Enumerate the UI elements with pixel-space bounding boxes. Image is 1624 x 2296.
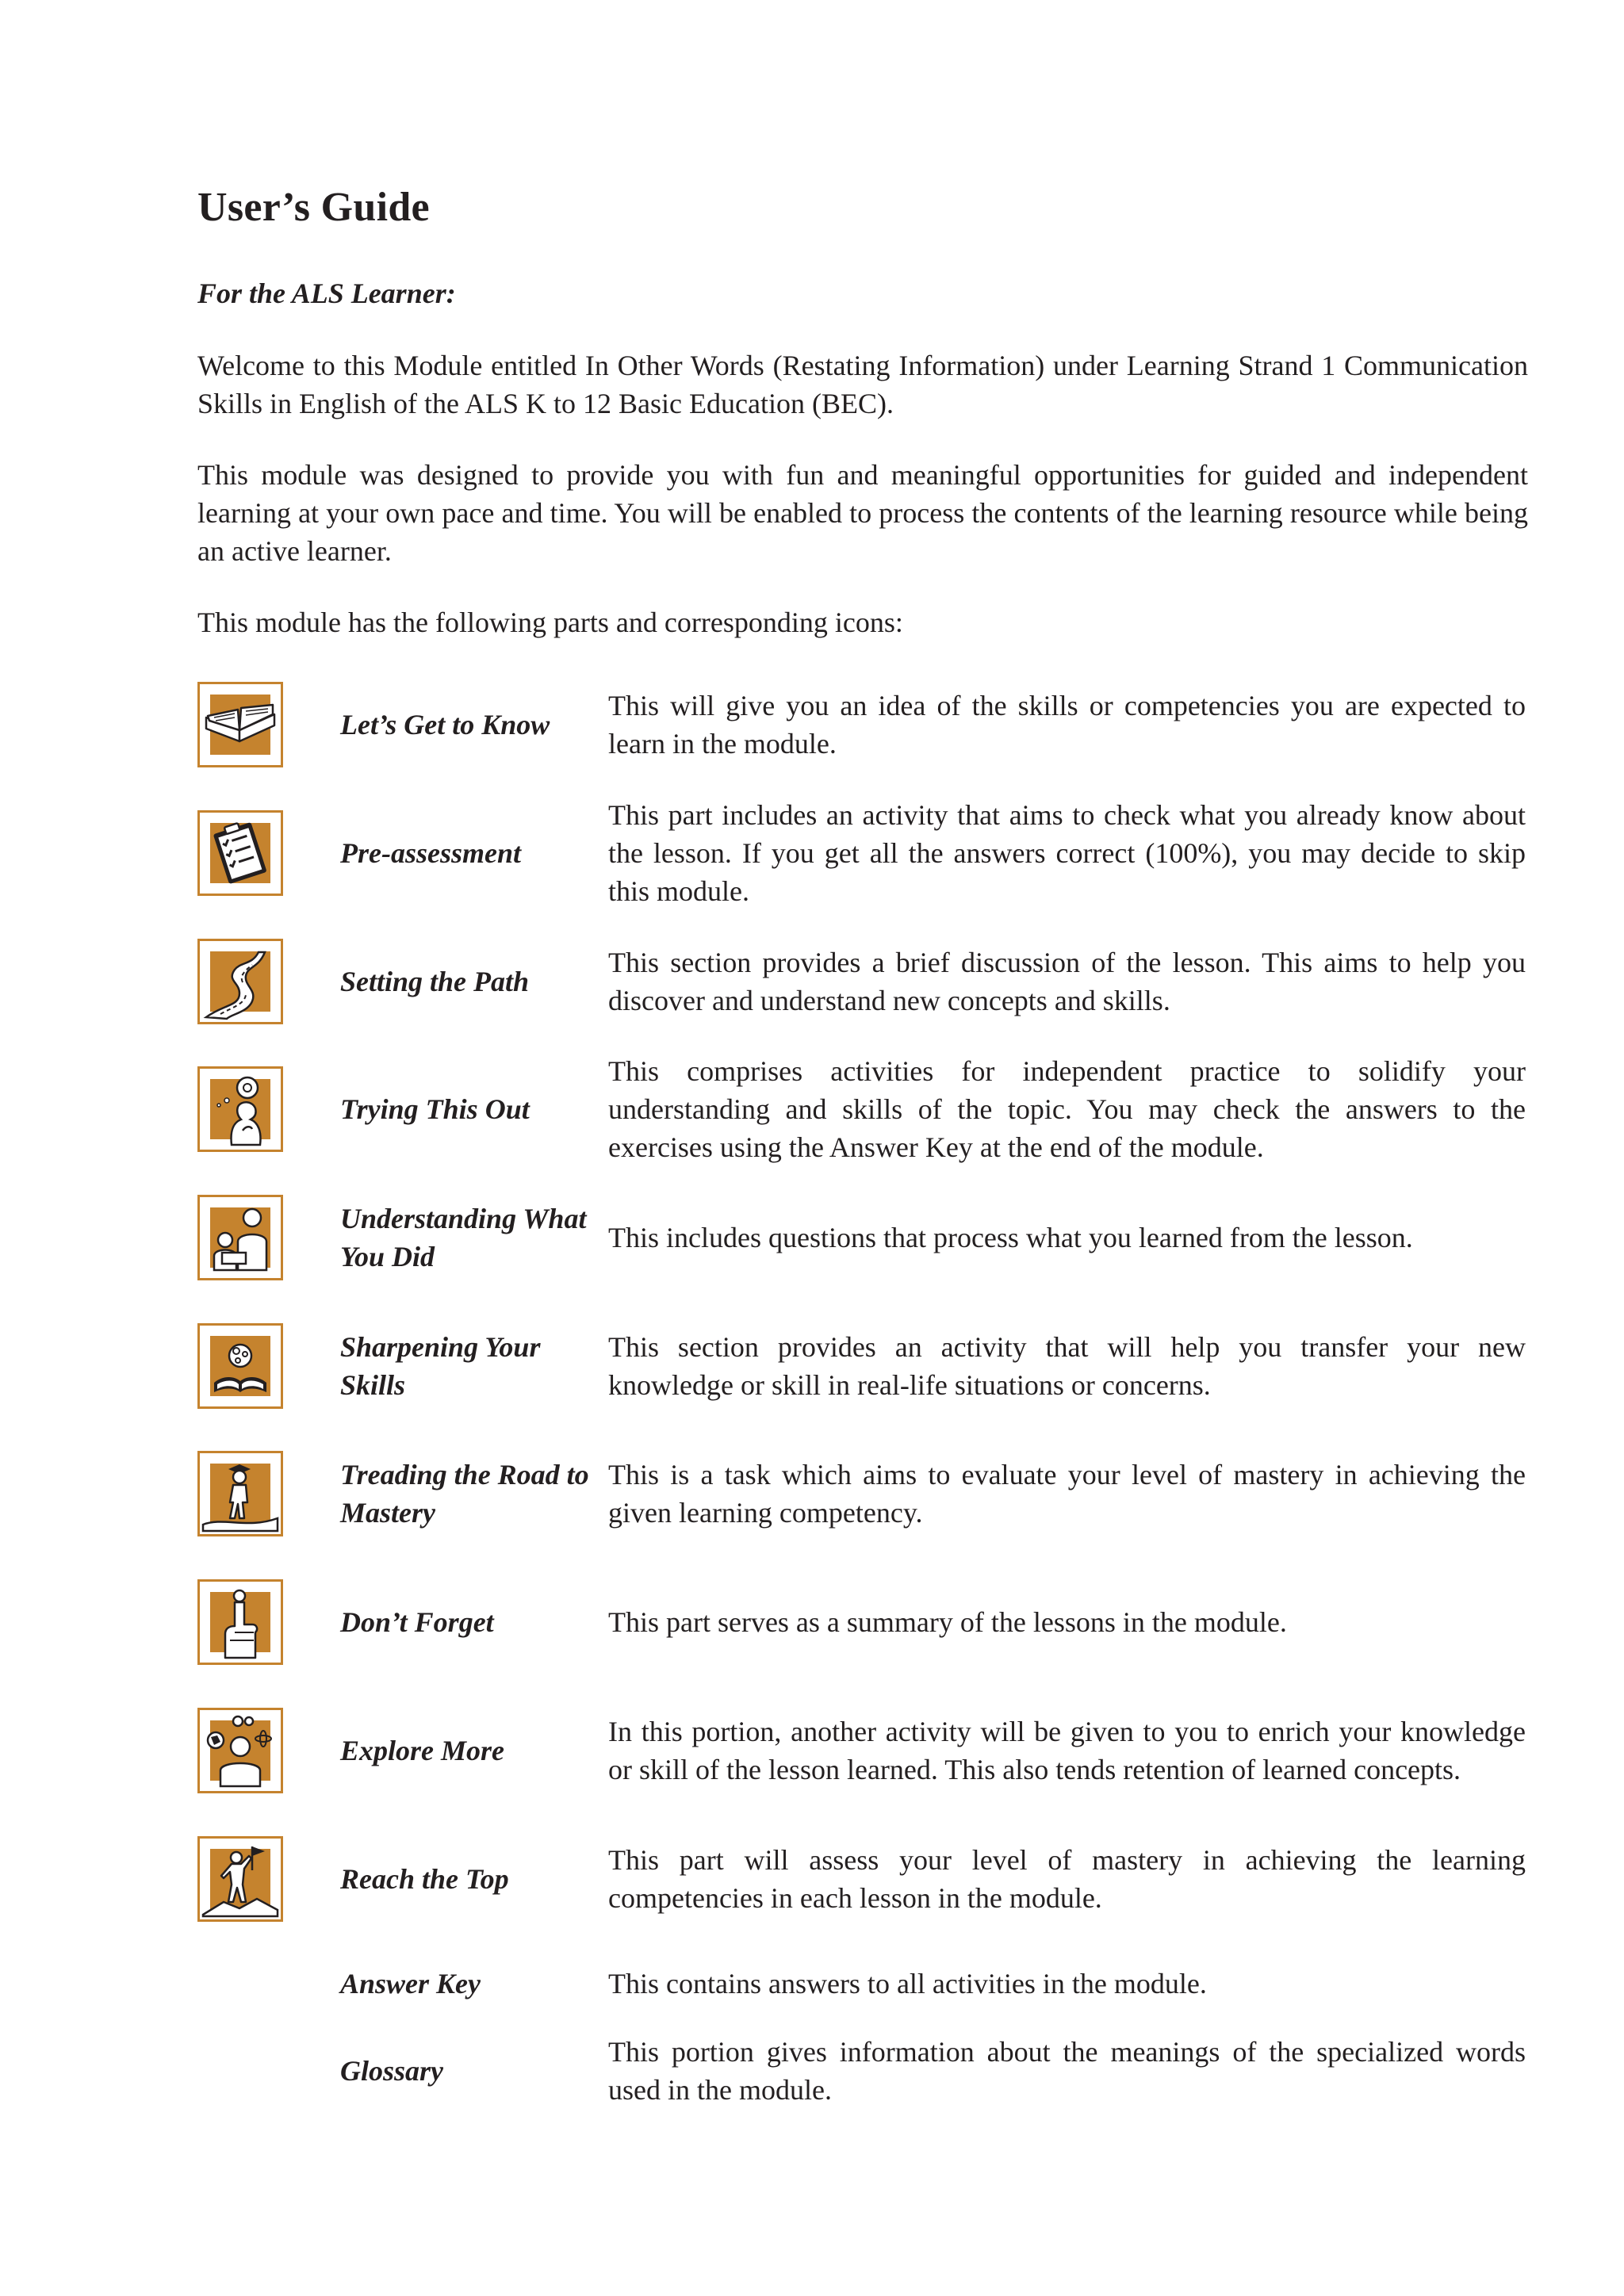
part-description: This is a task which aims to evaluate your level of mastery in achieving the given learning competency. [608, 1459, 1526, 1529]
part-description: This comprises activities for independent practice to solidify your understanding and skills of the topic. You may check the answers to the exercises using the Answer Key at the end of the module. [608, 1055, 1526, 1163]
thinking-person-icon [197, 1066, 283, 1152]
welcome-paragraph: Welcome to this Module entitled In Other Words (Restating Information) under Learning Strand 1 Communication Skills in English of the ALS K to 12 Basic Education (BEC). [197, 350, 1528, 419]
part-description: This part will assess your level of mastery in achieving the learning competencies in each lesson in the module. [608, 1844, 1526, 1914]
finger-reminder-icon [197, 1579, 283, 1665]
part-label: Understanding What You Did [340, 1203, 587, 1272]
summit-flag-icon [197, 1836, 283, 1922]
part-label: Let’s Get to Know [340, 709, 550, 740]
page-title: User’s Guide [197, 185, 430, 230]
open-book-icon [197, 682, 283, 767]
part-label: Reach the Top [340, 1863, 509, 1895]
part-description: This portion gives information about the meanings of the specialized words used in the module. [608, 2036, 1526, 2106]
audience-subtitle: For the ALS Learner: [197, 277, 456, 309]
part-label: Sharpening Your Skills [340, 1331, 541, 1401]
part-description: This will give you an idea of the skills or competencies you are expected to learn in the module. [608, 690, 1526, 760]
part-description: This section provides a brief discussion of the lesson. This aims to help you discover and understand new concepts and skills. [608, 947, 1526, 1016]
part-label: Glossary [340, 2055, 444, 2087]
part-description: This section provides an activity that will help you transfer your new knowledge or skill in real-life situations or concerns. [608, 1331, 1526, 1401]
winding-road-icon [197, 939, 283, 1024]
part-description: This part serves as a summary of the lessons in the module. [608, 1606, 1287, 1638]
part-label: Answer Key [340, 1968, 481, 1999]
part-label: Setting the Path [340, 966, 530, 997]
part-label: Don’t Forget [340, 1606, 494, 1638]
purpose-paragraph: This module was designed to provide you with fun and meaningful opportunities for guided and independent learning at your own pace and time. You will be enabled to process the contents of the learning resource while being an active learner. [197, 459, 1528, 567]
part-label: Trying This Out [340, 1093, 530, 1125]
part-label: Explore More [340, 1735, 504, 1766]
clipboard-checklist-icon [197, 810, 283, 896]
teacher-student-icon [197, 1195, 283, 1280]
part-description: This part includes an activity that aims to check what you already know about the lesson. If you get all the answers correct (100%), you may decide to skip this module. [608, 799, 1526, 907]
explorer-globe-icon [197, 1708, 283, 1793]
part-label: Pre-assessment [340, 837, 521, 869]
reading-gears-icon [197, 1323, 283, 1409]
part-description: In this portion, another activity will be given to you to enrich your knowledge or skill of the lesson learned. This also tends retention of learned concepts. [608, 1716, 1526, 1785]
part-description: This includes questions that process what you learned from the lesson. [608, 1222, 1413, 1253]
graduate-walking-icon [197, 1451, 283, 1536]
part-description: This contains answers to all activities in the module. [608, 1968, 1207, 1999]
part-label: Treading the Road to Mastery [340, 1459, 589, 1529]
parts-intro-paragraph: This module has the following parts and corresponding icons: [197, 607, 903, 638]
